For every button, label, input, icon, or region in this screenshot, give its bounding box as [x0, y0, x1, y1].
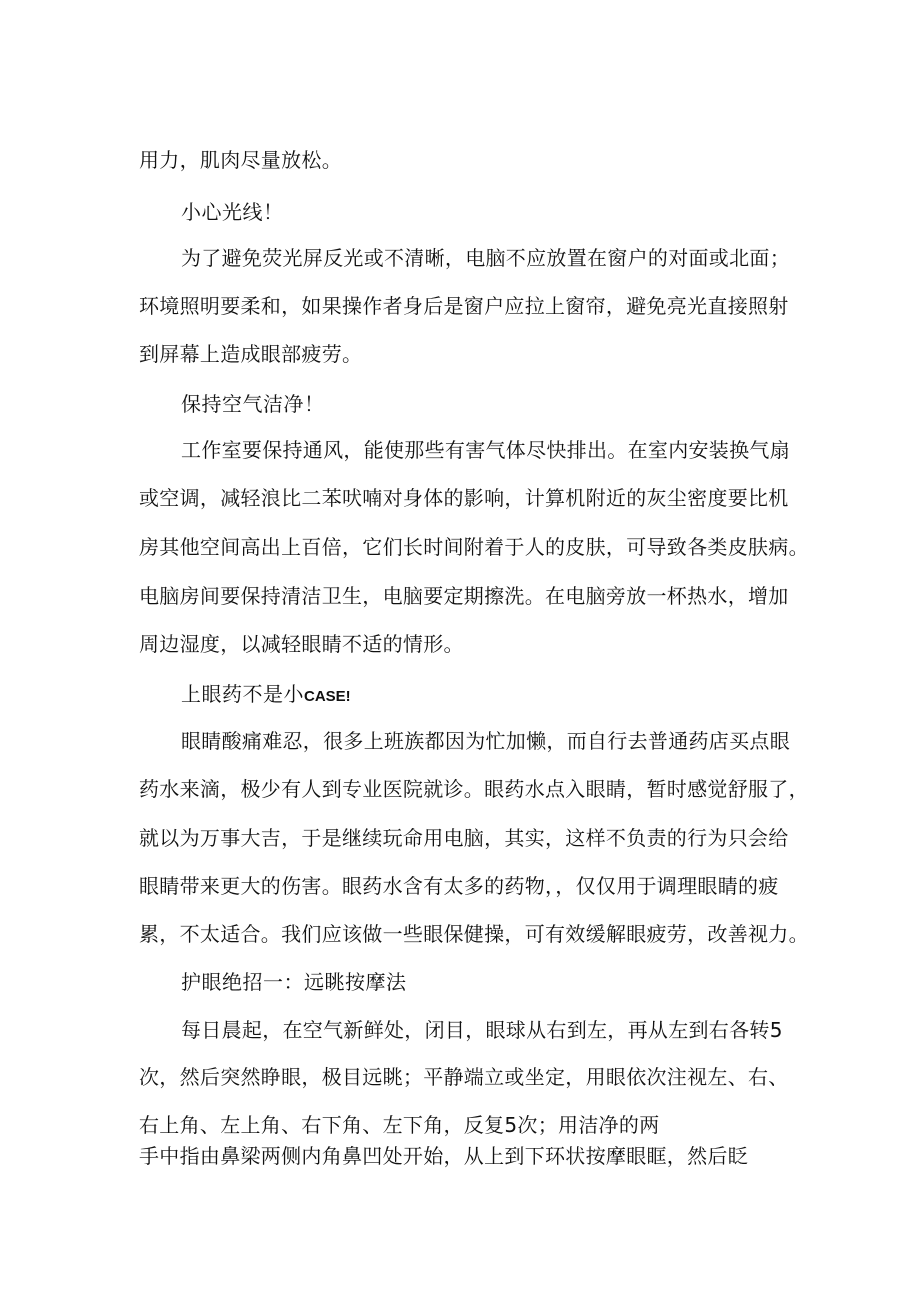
section-heading-light: 小心光线！ — [181, 200, 284, 224]
paragraph-line: 或空调，减轻浪比二苯吠喃对身体的影响，计算机附近的灰尘密度要比机 — [139, 486, 789, 510]
paragraph-line: 用力，肌肉尽量放松。 — [139, 148, 342, 172]
paragraph-line: 就以为万事大吉，于是继续玩命用电脑，其实，这样不负责的行为只会给 — [139, 826, 789, 850]
paragraph-line: 手中指由鼻梁两侧内角鼻凹处开始，从上到下环状按摩眼眶，然后眨 — [139, 1144, 748, 1168]
paragraph-line: 眼睛带来更大的伤害。眼药水含有太多的药物，，仅仅用于调理眼睛的疲 — [139, 874, 779, 898]
paragraph-line: 电脑房间要保持清洁卫生，电脑要定期擦洗。在电脑旁放一杯热水，增加 — [139, 584, 789, 608]
paragraph-line: 眼睛酸痛难忍，很多上班族都因为忙加懒，而自行去普通药店买点眼 — [181, 729, 790, 753]
paragraph-line: 次，然后突然睁眼，极目远眺；平静端立或坐定，用眼依次注视左、右、 — [139, 1065, 789, 1089]
heading-latin-text: CASE! — [304, 688, 351, 705]
paragraph-line: 每日晨起，在空气新鲜处，闭目，眼球从右到左，再从左到右各转5 — [181, 1018, 783, 1042]
paragraph-line: 药水来滴，极少有人到专业医院就诊。眼药水点入眼睛，暂时感觉舒服了， — [139, 777, 809, 801]
section-heading-massage: 护眼绝招一：远眺按摩法 — [181, 970, 407, 994]
paragraph-line: 工作室要保持通风，能使那些有害气体尽快排出。在室内安装换气扇 — [181, 438, 790, 462]
paragraph-line: 房其他空间高出上百倍，它们长时间附着于人的皮肤，可导致各类皮肤病。 — [139, 535, 809, 559]
paragraph-line: 环境照明要柔和，如果操作者身后是窗户应拉上窗帘，避免亮光直接照射 — [139, 294, 789, 318]
paragraph-line: 周边湿度，以减轻眼睛不适的情形。 — [139, 632, 464, 656]
section-heading-eyedrops — [181, 680, 351, 711]
paragraph-line: 右上角、左上角、右下角、左下角，反复5次；用洁净的两 — [139, 1113, 660, 1137]
section-heading-air: 保持空气洁净！ — [181, 392, 325, 416]
paragraph-line: 为了避免荧光屏反光或不清晰，电脑不应放置在窗户的对面或北面； — [181, 246, 790, 270]
paragraph-line: 累，不太适合。我们应该做一些眼保健操，可有效缓解眼疲劳，改善视力。 — [139, 922, 809, 946]
heading-text: 上眼药不是小 — [181, 682, 304, 706]
paragraph-line: 到屏幕上造成眼部疲劳。 — [139, 342, 363, 366]
